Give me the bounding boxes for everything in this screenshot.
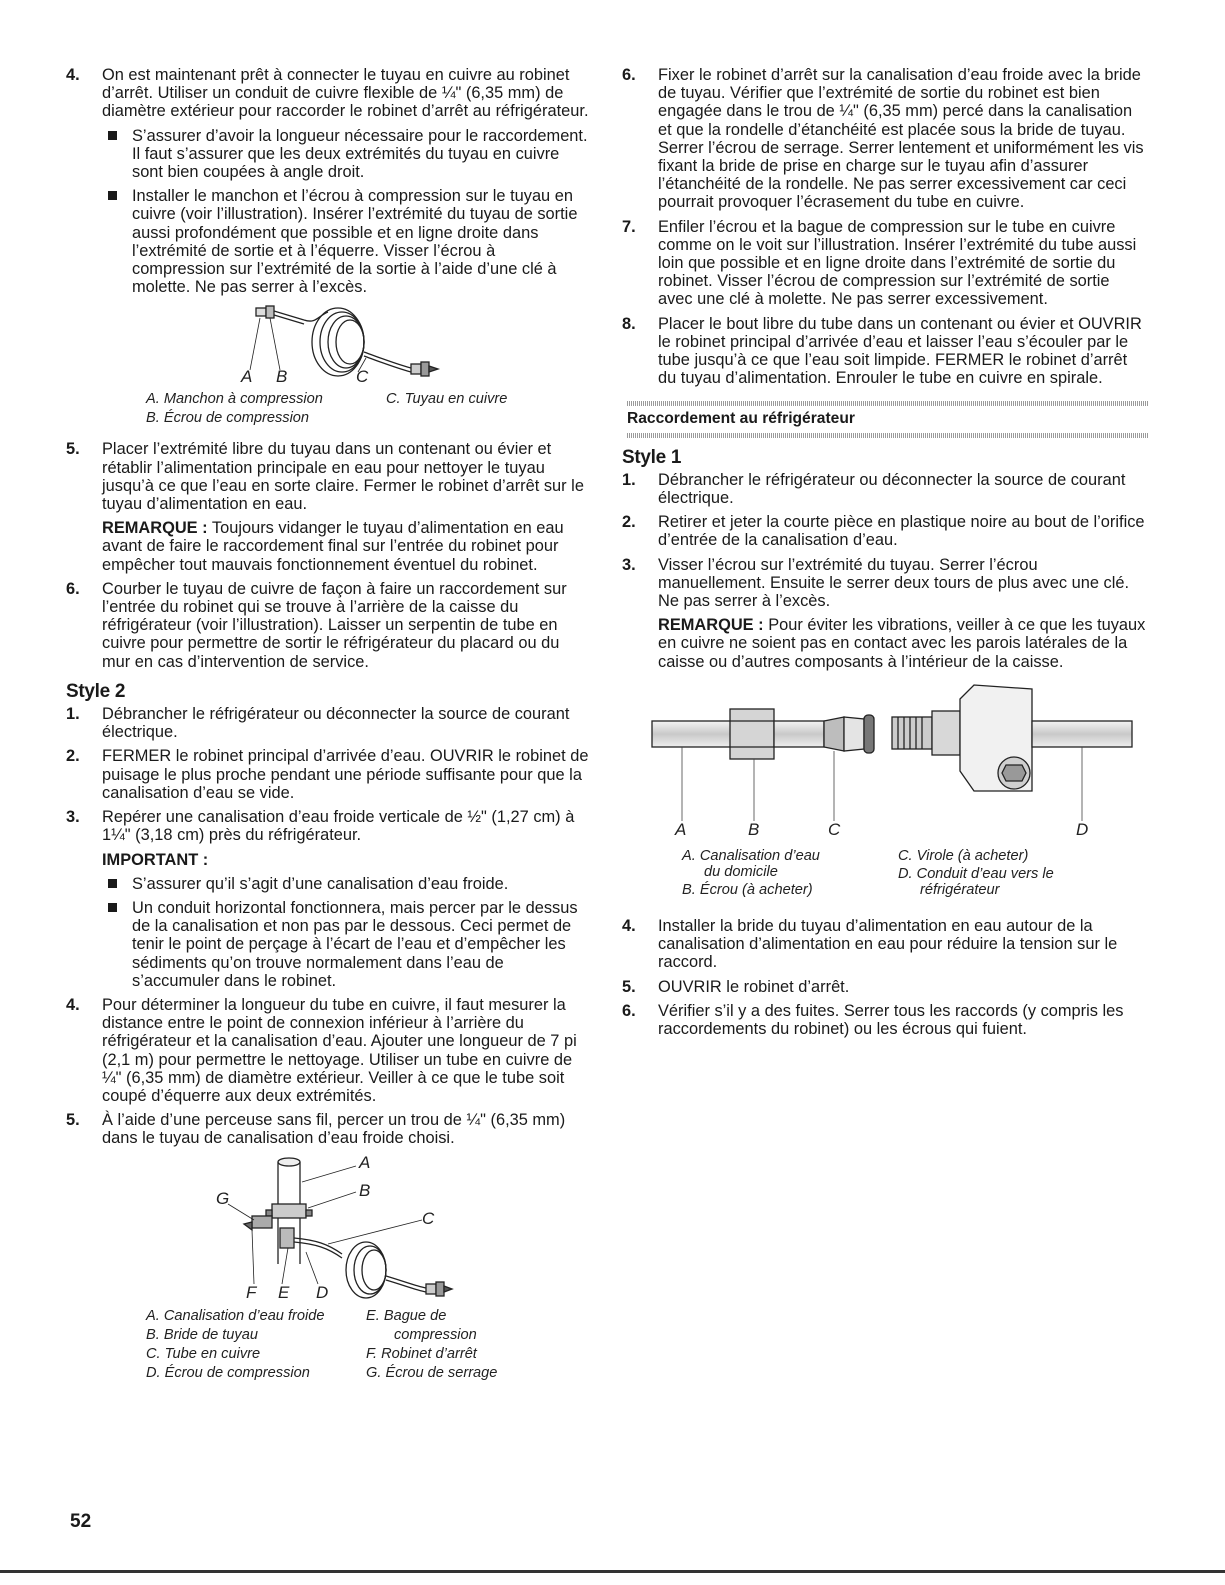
- step-number: 8.: [622, 314, 636, 333]
- square-bullet-icon: [108, 903, 117, 912]
- figure-legend: [66, 1307, 592, 1383]
- figure-letter-f: F: [246, 1282, 257, 1302]
- note-text: Pour éviter les vibrations, veiller à ce que les tuyaux en cuivre ne soient pas en contact avec les parois latérales de la caisse ou d’autres composants à l’intérieur de la caisse.: [658, 616, 1146, 671]
- step-text: Repérer une canalisation d’eau froide verticale de ½" (1,27 cm) à 1¼" (3,18 cm) près du réfrigérateur.: [102, 808, 575, 845]
- water-line-connection-illustration: [622, 681, 1148, 841]
- step-6-valve: [622, 66, 1148, 212]
- step-6: [66, 580, 592, 671]
- figure-letter-g: G: [216, 1188, 230, 1208]
- style2-step-3: [66, 808, 592, 990]
- style1-step-2: [622, 513, 1148, 549]
- step-number: 5.: [66, 440, 80, 459]
- section-heading: [622, 397, 1148, 442]
- square-bullet-icon: [108, 879, 117, 888]
- style2-step-2: [66, 747, 592, 802]
- step-number: 1.: [622, 470, 636, 489]
- figure-letter-b: B: [276, 367, 288, 387]
- page-number: 52: [70, 1511, 92, 1532]
- style1-step-4: [622, 917, 1148, 972]
- style1-step-3: [622, 556, 1148, 671]
- step-number: 4.: [66, 995, 80, 1014]
- note-label: REMARQUE :: [102, 519, 208, 538]
- figure-compression-fitting: [66, 302, 592, 430]
- step-text: OUVRIR le robinet d’arrêt.: [658, 977, 850, 996]
- legend-item: D. Conduit d’eau vers le: [898, 865, 1054, 882]
- figure-letter-d: D: [316, 1282, 329, 1302]
- square-bullet-icon: [108, 191, 117, 200]
- step-text: Vérifier s’il y a des fuites. Serrer tous les raccords (y compris les raccordements du robinet) ou les écrous qui fuient.: [658, 1001, 1124, 1038]
- style-1-heading: Style 1: [622, 446, 682, 468]
- step-text: Placer l’extrémité libre du tuyau dans un contenant ou évier et rétablir l’alimentation principale en eau pour nettoyer le tuyau jusqu’à ce que l’eau en sorte claire. Fermer le robinet d’arrêt sur le tuyau d’alimentation en eau.: [102, 440, 584, 514]
- style2-step-4: [66, 996, 592, 1105]
- figure-legend: [622, 847, 1148, 907]
- note: [102, 519, 592, 574]
- legend-item: B. Écrou de compression: [146, 410, 310, 427]
- note-text: Toujours vidanger le tuyau d’alimentation en eau avant de faire le raccordement final sur l’entrée du robinet pour empêcher tout mauvais fonctionnement éventuel du robinet.: [102, 519, 564, 574]
- legend-item: A. Manchon à compression: [146, 391, 323, 408]
- legend-item: C. Tube en cuivre: [146, 1345, 261, 1362]
- bullet-text: Un conduit horizontal fonctionnera, mais percer par le dessus de la canalisation et non pas par le dessous. Ceci permet de tenir le point de perçage à l’écart de l’eau et d’empêcher les sédiments qu’on trouve normalement dans l’eau de s’accumuler dans le robinet.: [132, 898, 578, 990]
- note: [658, 616, 1148, 671]
- step-5: [66, 440, 592, 573]
- step-7: [622, 218, 1148, 309]
- step-text: Pour déterminer la longueur du tube en cuivre, il faut mesurer la distance entre le point de connexion inférieur à l’arrière du réfrigérateur et la canalisation d’eau. Ajouter une longueur de 7 pi (2,1 m) pour permettre le nettoyage. Utiliser un tube en cuivre de ¼" (6,35 mm) de diamètre extérieur. Veiller à ce que le tube soit coupé d’équerre aux deux extrémités.: [102, 995, 577, 1105]
- step-number: 1.: [66, 705, 80, 724]
- bullet-item: [102, 187, 592, 296]
- step-number: 6.: [66, 579, 80, 598]
- legend-item: B. Écrou (à acheter): [682, 881, 813, 898]
- step-text: Débrancher le réfrigérateur ou déconnecter la source de courant électrique.: [102, 705, 570, 742]
- page-bottom-rule: [0, 1570, 1225, 1573]
- step-number: 3.: [622, 555, 636, 574]
- step-8: [622, 315, 1148, 388]
- bullet-item: [102, 127, 592, 182]
- step-number: 6.: [622, 1001, 636, 1020]
- style2-step-5: [66, 1111, 592, 1147]
- step-text: Visser l’écrou sur l’extrémité du tuyau. Serrer l’écrou manuellement. Ensuite le serrer deux tours de plus avec une clé. Ne pas serrer à l’excès.: [658, 555, 1130, 611]
- step-number: 4.: [622, 916, 636, 935]
- right-column: [622, 66, 1148, 1044]
- legend-item: F. Robinet d’arrêt: [366, 1345, 477, 1362]
- style1-step-6: [622, 1002, 1148, 1038]
- note-label: REMARQUE :: [658, 616, 764, 635]
- legend-item: D. Écrou de compression: [146, 1364, 310, 1381]
- figure-letter-a: A: [675, 819, 687, 839]
- figure-letter-b: B: [359, 1180, 371, 1200]
- style-2-heading: Style 2: [66, 680, 126, 702]
- figure-refrigerator-connection: [622, 681, 1148, 913]
- style2-step-1: [66, 705, 592, 741]
- step-4-intro: [66, 66, 592, 296]
- legend-item: réfrigérateur: [920, 881, 1000, 898]
- left-column: [66, 66, 592, 1386]
- shutoff-valve-illustration: [66, 1154, 592, 1304]
- figure-letter-d: D: [1076, 819, 1089, 839]
- style1-step-5: [622, 978, 1148, 996]
- step-text: À l’aide d’une perceuse sans fil, percer un trou de ¼" (6,35 mm) dans le tuyau de canalisation d’eau froide choisi.: [102, 1111, 566, 1148]
- bullet-text: S’assurer d’avoir la longueur nécessaire pour le raccordement. Il faut s’assurer que les deux extrémités du tuyau en cuivre sont bien coupées à angle droit.: [132, 126, 588, 182]
- step-number: 4.: [66, 66, 80, 84]
- legend-item: A. Canalisation d’eau: [682, 847, 820, 864]
- legend-item: du domicile: [704, 863, 778, 880]
- figure-letter-c: C: [828, 819, 841, 839]
- step-text: Installer la bride du tuyau d’alimentation en eau autour de la canalisation d’alimentation en eau pour réduire la tension sur le raccord.: [658, 916, 1118, 972]
- step-number: 5.: [622, 977, 636, 996]
- step-number: 3.: [66, 808, 80, 827]
- figure-shutoff-valve: [66, 1154, 592, 1382]
- figure-letter-b: B: [748, 819, 760, 839]
- legend-item: C. Virole (à acheter): [898, 847, 1029, 864]
- compression-fitting-illustration: [66, 302, 592, 390]
- bullet-text: Installer le manchon et l’écrou à compression sur le tuyau en cuivre (voir l’illustration). Insérer l’extrémité du tuyau de sortie aussi profondément que possible et en ligne droite dans l’extrémité de sortie et à l’équerre. Visser l’écrou à compression sur l’extrémité de la sortie à l’aide d’une clé à molette. Ne pas serrer à l’excès.: [132, 187, 578, 297]
- step-number: 2.: [622, 513, 636, 532]
- section-heading-text: Raccordement au réfrigérateur: [627, 410, 855, 428]
- step-number: 7.: [622, 217, 636, 236]
- step-text: Placer le bout libre du tube dans un contenant ou évier et OUVRIR le robinet principal d’arrivée d’eau et laisser l’eau s’écouler par le tube jusqu’à ce que l’eau soit limpide. FERMER le robinet d’arrêt du tuyau d’alimentation. Enrouler le tube en cuivre en spirale.: [658, 314, 1142, 388]
- legend-item: E. Bague de: [366, 1307, 447, 1324]
- step-number: 2.: [66, 747, 80, 766]
- legend-item: G. Écrou de serrage: [366, 1364, 498, 1381]
- style1-step-1: [622, 471, 1148, 507]
- step-number: 5.: [66, 1111, 80, 1130]
- legend-item: compression: [394, 1326, 477, 1343]
- figure-letter-c: C: [356, 367, 369, 387]
- legend-item: B. Bride de tuyau: [146, 1326, 258, 1343]
- important-label: IMPORTANT :: [102, 850, 209, 869]
- step-text: Fixer le robinet d’arrêt sur la canalisation d’eau froide avec la bride de tuyau. Vérifier que l’extrémité de sortie du robinet est bien engagée dans le trou de ¼" (6,35 mm) percé dans la canalisation et que la rondelle d’étanchéité est placée sous la bride de tuyau. Serrer l’écrou de serrage. Serrer lentement et uniformément les vis fixant la bride de prise en charge sur le tuyau afin d’assurer l’étanchéité de la rondelle. Ne pas serrer excessivement car ceci pourrait provoquer l’écrasement du tube en cuivre.: [658, 66, 1144, 212]
- section-rule: [627, 401, 1148, 406]
- bullet-item: [102, 899, 592, 990]
- figure-letter-e: E: [278, 1282, 290, 1302]
- step-text: Débrancher le réfrigérateur ou déconnecter la source de courant électrique.: [658, 470, 1126, 508]
- figure-legend: [66, 390, 592, 430]
- figure-letter-a: A: [241, 367, 253, 387]
- square-bullet-icon: [108, 131, 117, 140]
- legend-item: A. Canalisation d’eau froide: [146, 1307, 325, 1324]
- step-number: 6.: [622, 66, 636, 84]
- step-text: On est maintenant prêt à connecter le tuyau en cuivre au robinet d’arrêt. Utiliser un conduit de cuivre flexible de ¼" (6,35 mm) de diamètre extérieur pour raccorder le robinet d’arrêt au réfrigérateur.: [102, 66, 589, 121]
- step-text: Retirer et jeter la courte pièce en plastique noire au bout de l’orifice d’entrée de la canalisation d’eau.: [658, 513, 1145, 550]
- figure-letter-a: A: [359, 1152, 371, 1172]
- step-text: FERMER le robinet principal d’arrivée d’eau. OUVRIR le robinet de puisage le plus proche pendant une période suffisante pour que la canalisation d’eau se vide.: [102, 747, 589, 802]
- step-text: Enfiler l’écrou et la bague de compression sur le tube en cuivre comme on le voit sur l’illustration. Insérer l’extrémité du tube aussi loin que possible et en ligne droite dans l’extrémité de sortie du robinet. Visser l’écrou de compression sur l’extrémité de sortie avec une clé à molette. Ne pas serrer excessivement.: [658, 217, 1137, 309]
- figure-letter-c: C: [422, 1208, 435, 1228]
- bullet-item: [102, 875, 592, 893]
- section-rule: [627, 433, 1148, 438]
- legend-item: C. Tuyau en cuivre: [386, 391, 508, 408]
- bullet-text: S’assurer qu’il s’agit d’une canalisation d’eau froide.: [132, 874, 509, 893]
- step-text: Courber le tuyau de cuivre de façon à faire un raccordement sur l’entrée du robinet qui se trouve à l’arrière de la caisse du réfrigérateur (voir l’illustration). Laisser un serpentin de tube en cuivre pour permettre de sortir le réfrigérateur du placard ou du mur en cas d’intervention de service.: [102, 579, 567, 671]
